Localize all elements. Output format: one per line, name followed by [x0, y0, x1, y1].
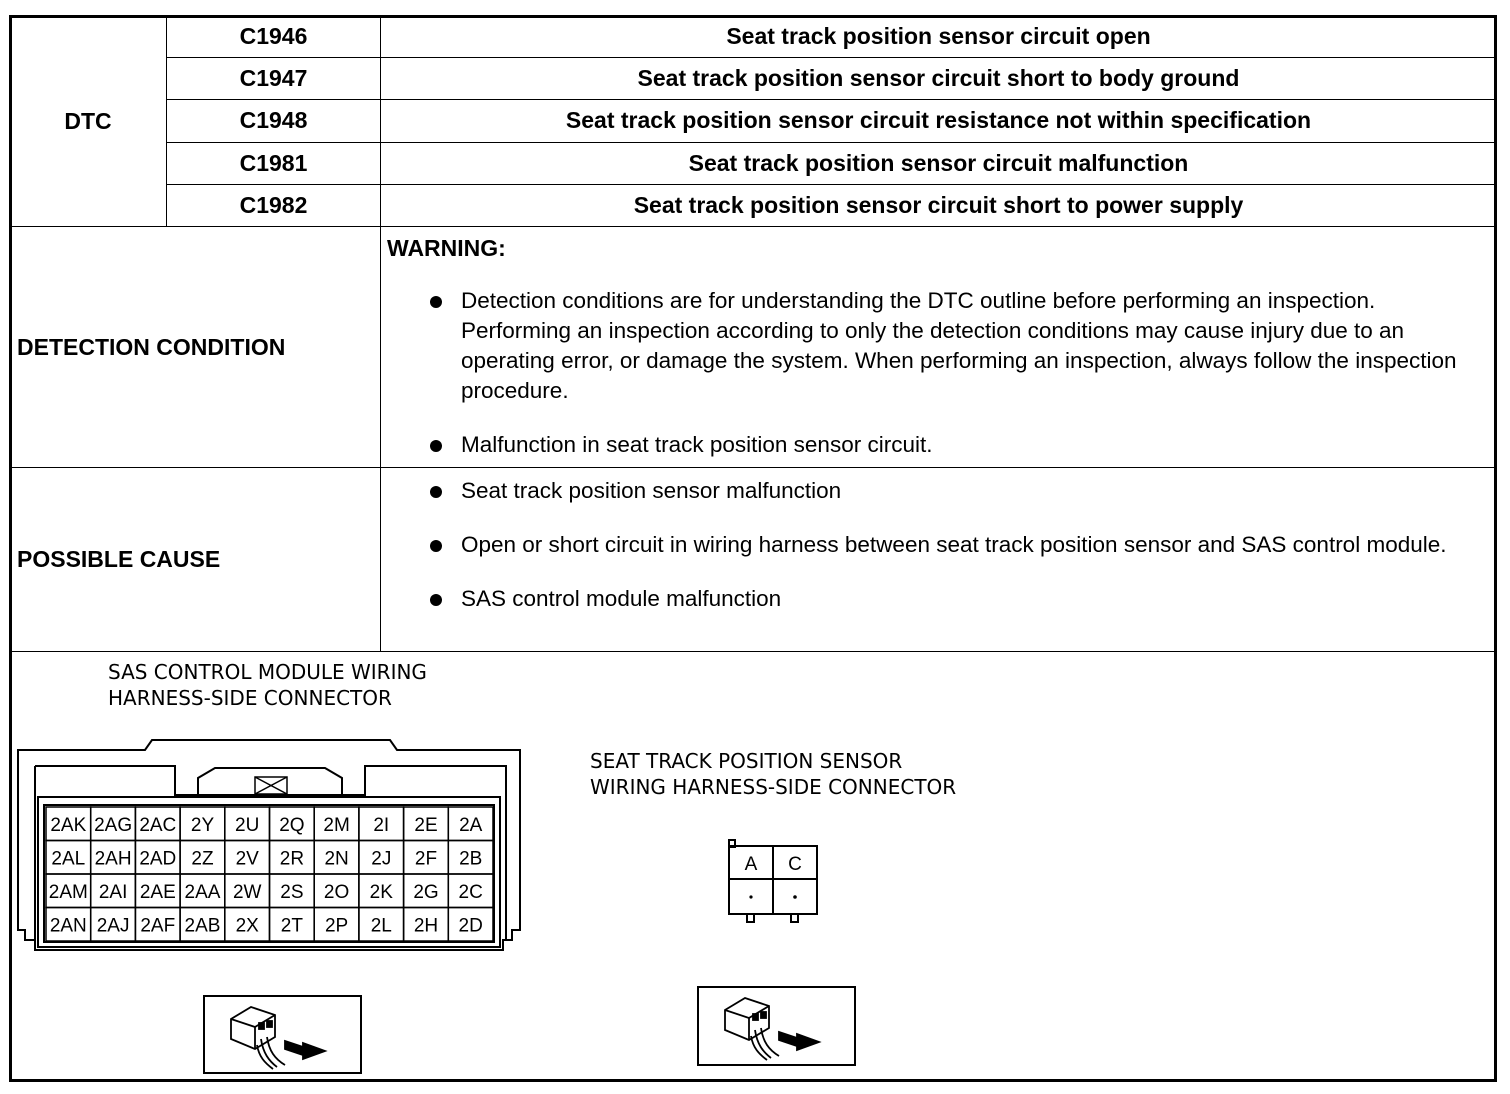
sas-connector-caption: HARNESS-SIDE CONNECTOR — [108, 686, 392, 710]
sas-pin-label: 2AH — [94, 848, 132, 870]
sas-pin-label: 2AE — [139, 881, 176, 903]
sas-pin-label: 2K — [369, 881, 393, 903]
dtc-description: Seat track position sensor circuit malfunction — [381, 142, 1497, 184]
detection-bullet: Detection conditions are for understanding the DTC outline before performing an inspection. Performing an inspection according to only the detection conditions may cause injury due to an operating error, or damage the system. When performing an inspection, always follow the inspection procedure. — [387, 286, 1486, 406]
sas-pin-label: 2S — [280, 881, 304, 903]
sas-pin-label: 2A — [459, 814, 483, 836]
sas-pin-label: 2J — [371, 848, 392, 870]
sas-pin-label: 2B — [459, 848, 483, 870]
dtc-description: Seat track position sensor circuit open — [381, 16, 1497, 58]
dtc-code: C1982 — [167, 184, 381, 226]
sas-pin-label: 2I — [373, 814, 390, 836]
sas-pin-label: 2M — [323, 814, 350, 836]
sas-pin-label: 2AL — [51, 848, 86, 870]
dtc-description: Seat track position sensor circuit short to power supply — [381, 184, 1497, 226]
warning-title: WARNING: — [387, 235, 506, 261]
seat-connector-caption: SEAT TRACK POSITION SENSOR — [590, 749, 903, 773]
sas-pin-label: 2AK — [50, 814, 87, 836]
sas-pin-label: 2O — [323, 881, 350, 903]
detection-bullet: Malfunction in seat track position sensor circuit. — [387, 430, 1486, 460]
sas-pin-label: 2G — [413, 881, 439, 903]
sas-pin-label: 2AF — [140, 915, 176, 937]
sas-pin-label: 2H — [413, 915, 439, 937]
sas-pin-label: 2E — [414, 814, 438, 836]
seat-pin-terminal — [793, 895, 797, 899]
sas-pin-label: 2Z — [191, 848, 214, 870]
seat-pin-label: A — [744, 854, 758, 875]
sas-pin-label: 2N — [324, 848, 349, 870]
sas-pin-label: 2AG — [94, 814, 133, 836]
sas-pin-label: 2C — [458, 881, 483, 903]
cause-bullet: Open or short circuit in wiring harness between seat track position sensor and SAS control module. — [387, 530, 1486, 560]
possible-cause-label: POSSIBLE CAUSE — [10, 468, 381, 652]
sas-connector-caption: SAS CONTROL MODULE WIRING — [108, 660, 427, 684]
sas-pin-label: 2AI — [98, 881, 128, 903]
sas-pin-label: 2AC — [139, 814, 177, 836]
sas-pin-label: 2AB — [184, 915, 221, 937]
sas-pin-label: 2AD — [139, 848, 177, 870]
dtc-description: Seat track position sensor circuit short to body ground — [381, 58, 1497, 100]
dtc-description: Seat track position sensor circuit resistance not within specification — [381, 100, 1497, 142]
sas-pin-label: 2AN — [49, 915, 87, 937]
dtc-code: C1948 — [167, 100, 381, 142]
sas-pin-label: 2D — [458, 915, 483, 937]
cause-bullet: Seat track position sensor malfunction — [387, 476, 1486, 506]
sas-pin-label: 2AA — [184, 881, 221, 903]
seat-pin-terminal — [749, 895, 752, 898]
seat-connector-caption: WIRING HARNESS-SIDE CONNECTOR — [590, 775, 957, 799]
sas-pin-label: 2AM — [48, 881, 88, 903]
sas-pin-label: 2T — [280, 915, 303, 937]
dtc-code: C1947 — [167, 58, 381, 100]
dtc-code: C1981 — [167, 142, 381, 184]
sas-pin-label: 2P — [324, 915, 349, 937]
sas-pin-label: 2AJ — [96, 915, 130, 937]
sas-pin-grid — [46, 807, 493, 941]
connector-harness-view-icon — [204, 996, 361, 1073]
sas-pin-label: 2W — [232, 881, 262, 903]
detection-condition-label: DETECTION CONDITION — [10, 227, 381, 468]
sas-pin-label: 2Y — [190, 814, 215, 836]
connector-harness-view-icon — [698, 987, 855, 1065]
seat-pin-label: C — [788, 854, 802, 875]
sas-pin-label: 2Q — [279, 814, 305, 836]
sas-pin-label: 2V — [235, 848, 259, 870]
dtc-code: C1946 — [167, 16, 381, 58]
dtc-label: DTC — [10, 16, 167, 227]
sas-pin-label: 2R — [279, 848, 305, 870]
sas-pin-label: 2X — [235, 915, 259, 937]
sas-pin-label: 2U — [235, 814, 260, 836]
cause-bullet: SAS control module malfunction — [387, 584, 1486, 614]
sas-pin-label: 2L — [370, 915, 392, 937]
sas-pin-label: 2F — [414, 848, 438, 870]
